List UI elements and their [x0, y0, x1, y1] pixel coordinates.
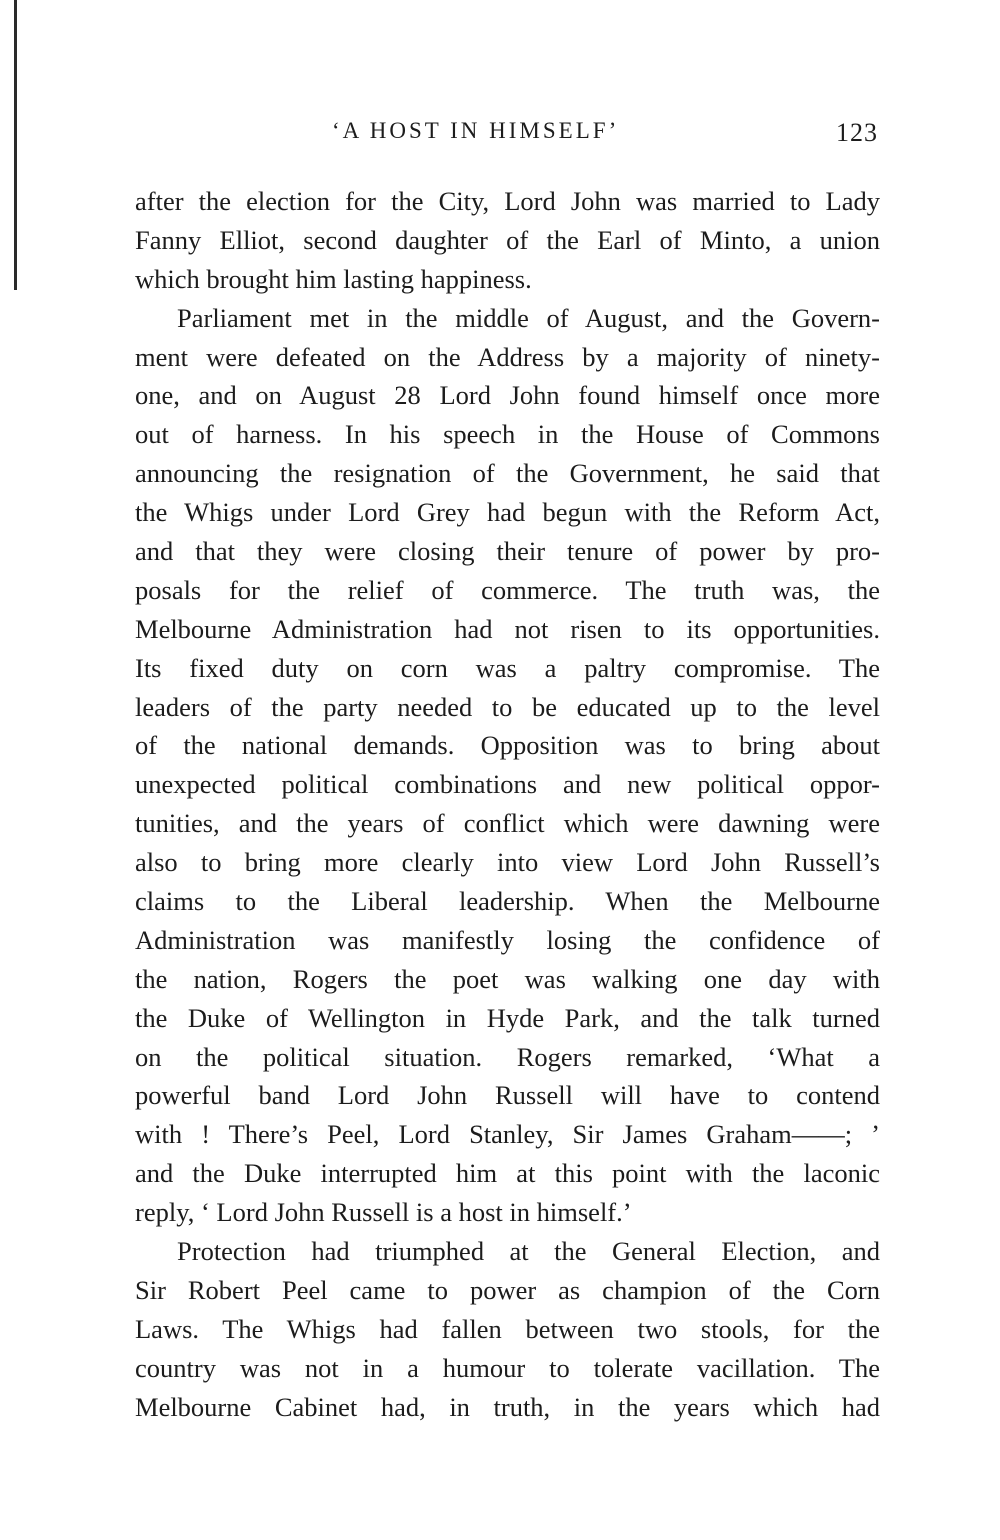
text-line: with ! There’s Peel, Lord Stanley, Sir James Graham——; ’ [135, 1119, 880, 1150]
text-line: posals for the relief of commerce. The truth was, the [135, 574, 880, 605]
text-line: Administration was manifestly losing the confidence of [135, 924, 880, 955]
text-line: also to bring more clearly into view Lord John Russell’s [135, 847, 880, 878]
running-head [0, 118, 1000, 154]
text-line: Fanny Elliot, second daughter of the Earl of Minto, a union [135, 224, 880, 255]
text-line: after the election for the City, Lord John was married to Lady [135, 186, 880, 216]
text-line: tunities, and the years of conflict which were dawning were [135, 808, 880, 839]
text-line: Protection had triumphed at the General Election, and [177, 1236, 880, 1267]
text-line: Melbourne Administration had not risen to its opportunities. [135, 613, 880, 644]
text-line: out of harness. In his speech in the House of Commons [135, 419, 880, 450]
text-line: the Whigs under Lord Grey had begun with the Reform Act, [135, 497, 880, 528]
text-line: Sir Robert Peel came to power as champion of the Corn [135, 1274, 880, 1305]
text-line: the Duke of Wellington in Hyde Park, and the talk turned [135, 1002, 880, 1033]
text-line: Melbourne Cabinet had, in truth, in the years which had [135, 1391, 880, 1422]
text-line: and the Duke interrupted him at this point with the laconic [135, 1158, 880, 1189]
body-text [135, 182, 880, 1427]
text-line: of the national demands. Opposition was to bring about [135, 730, 880, 761]
text-line: claims to the Liberal leadership. When the Melbourne [135, 886, 880, 917]
text-line: powerful band Lord John Russell will have to contend [135, 1080, 880, 1111]
text-line: on the political situation. Rogers remarked, ‘What a [135, 1041, 880, 1072]
text-line: Laws. The Whigs had fallen between two stools, for the [135, 1313, 880, 1344]
text-line: which brought him lasting happiness. [135, 263, 532, 294]
running-title: ‘A HOST IN HIMSELF’ [332, 118, 620, 143]
paragraph-1 [135, 182, 880, 299]
text-line: unexpected political combinations and new political oppor- [135, 769, 880, 800]
text-line: the nation, Rogers the poet was walking one day with [135, 963, 880, 994]
text-line: Parliament met in the middle of August, and the Govern- [177, 302, 880, 333]
text-line: announcing the resignation of the Government, he said that [135, 458, 880, 489]
text-line: country was not in a humour to tolerate vacillation. The [135, 1352, 880, 1383]
page-number: 123 [836, 118, 878, 147]
text-line: leaders of the party needed to be educated up to the level [135, 691, 880, 722]
text-line: reply, ‘ Lord John Russell is a host in himself.’ [135, 1197, 632, 1228]
text-line: ment were defeated on the Address by a majority of ninety- [135, 341, 880, 372]
paragraph-2 [135, 299, 880, 1232]
text-line: Its fixed duty on corn was a paltry compromise. The [135, 652, 880, 683]
text-line: one, and on August 28 Lord John found himself once more [135, 380, 880, 411]
paragraph-3 [135, 1232, 880, 1426]
text-line: and that they were closing their tenure of power by pro- [135, 536, 880, 567]
